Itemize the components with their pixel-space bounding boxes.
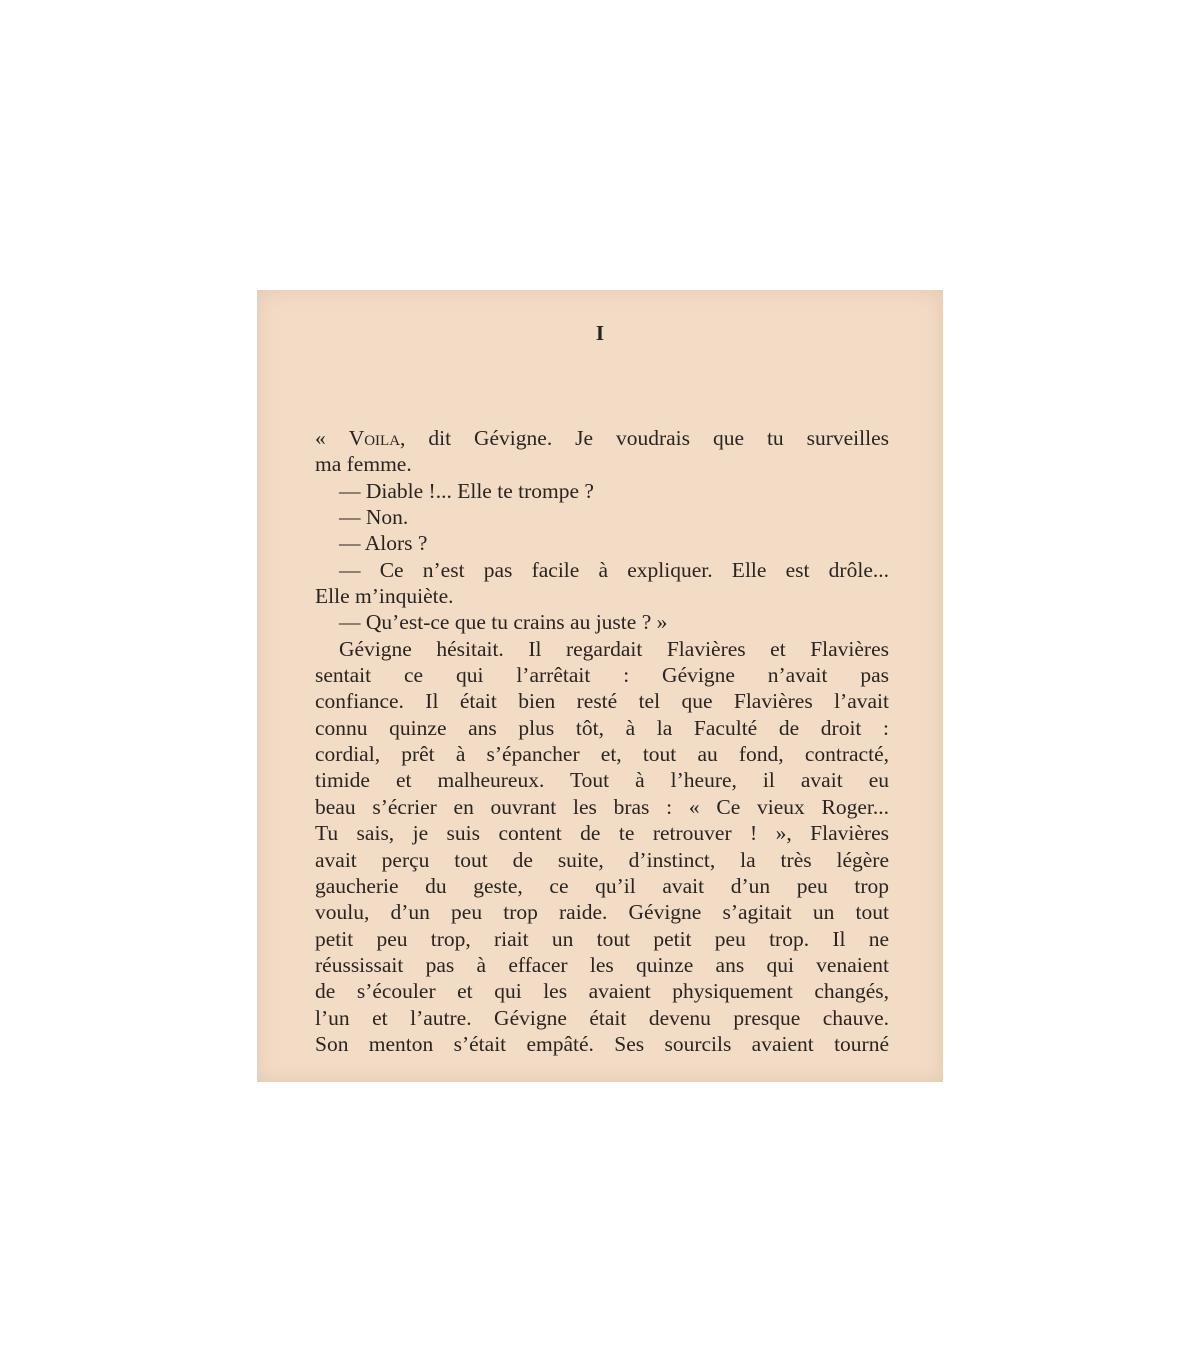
text-line: l’un et l’autre. Gévigne était devenu presque chauve. [315, 1005, 889, 1030]
text-line: voulu, d’un peu trop raide. Gévigne s’agitait un tout [315, 900, 889, 925]
text-line: confiance. Il était bien resté tel que Flavières l’avait [315, 689, 889, 714]
text-line: « Voila, dit Gévigne. Je voudrais que tu surveilles [315, 426, 889, 450]
text-line: cordial, prêt à s’épancher et, tout au fond, contracté, [315, 742, 889, 767]
text-line: réussissait pas à effacer les quinze ans qui venaient [315, 952, 889, 977]
text-line: — Qu’est-ce que tu crains au juste ? » [339, 610, 668, 635]
small-caps-word: Voila [348, 426, 401, 450]
text-line: Son menton s’était empâté. Ses sourcils avaient tourné [315, 1031, 889, 1056]
text-line: connu quinze ans plus tôt, à la Faculté de droit : [315, 715, 889, 740]
text-line: — Diable !... Elle te trompe ? [339, 478, 594, 503]
text-line: — Alors ? [339, 531, 428, 556]
text-line: Elle m’inquiète. [315, 584, 454, 609]
text-line: timide et malheureux. Tout à l’heure, il avait eu [315, 768, 889, 793]
text-line: avait perçu tout de suite, d’instinct, la très légère [315, 847, 889, 872]
text-line: — Ce n’est pas facile à expliquer. Elle est drôle... [339, 557, 889, 582]
text-line: de s’écouler et qui les avaient physiquement changés, [315, 979, 889, 1004]
text-line: petit peu trop, riait un tout petit peu trop. Il ne [315, 926, 889, 951]
text-line: gaucherie du geste, ce qu’il avait d’un peu trop [315, 873, 889, 898]
chapter-number: I [595, 321, 605, 345]
text-line: — Non. [339, 505, 409, 530]
text-line: Tu sais, je suis content de te retrouver ! », Flavières [315, 821, 889, 846]
page-text [315, 425, 889, 1057]
text-line: ma femme. [315, 452, 412, 477]
text-line: sentait ce qui l’arrêtait : Gévigne n’avait pas [315, 663, 889, 688]
book-page [257, 290, 943, 1082]
text-line: beau s’écrier en ouvrant les bras : « Ce vieux Roger... [315, 794, 889, 819]
text-line: Gévigne hésitait. Il regardait Flavières et Flavières [339, 636, 889, 661]
